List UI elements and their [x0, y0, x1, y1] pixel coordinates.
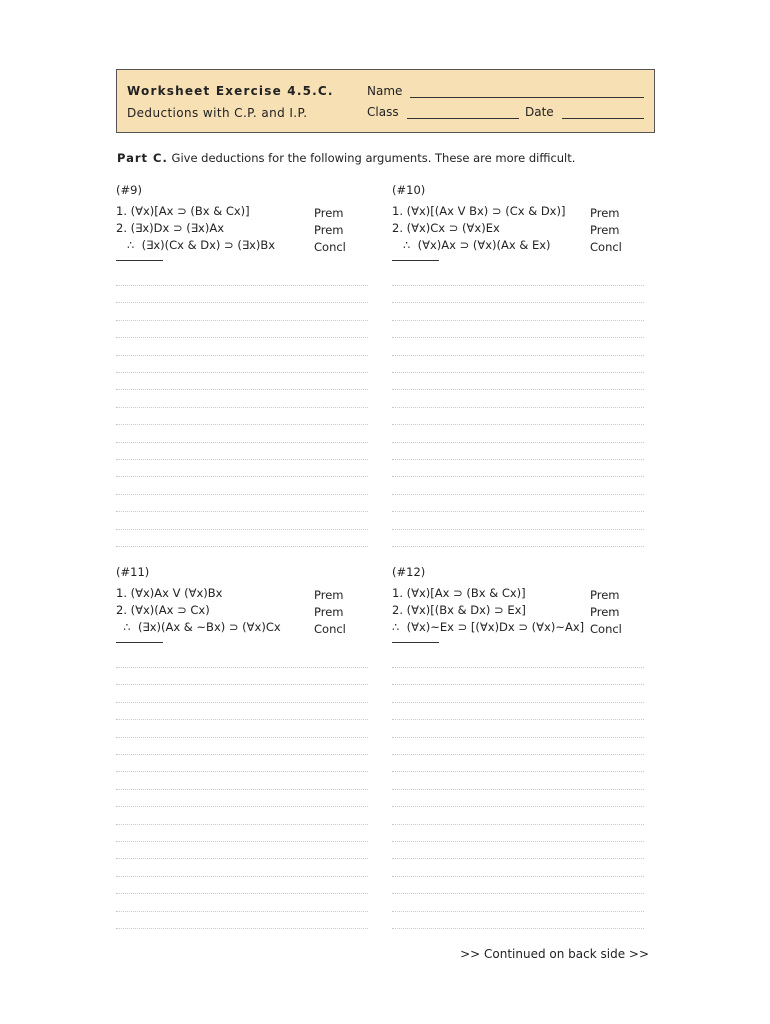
answer-line[interactable] [116, 389, 368, 390]
answer-line[interactable] [392, 789, 644, 790]
answer-line[interactable] [392, 320, 644, 321]
answer-line[interactable] [116, 719, 368, 720]
answer-line[interactable] [116, 876, 368, 877]
answer-line[interactable] [116, 424, 368, 425]
answer-line[interactable] [392, 355, 644, 356]
class-field[interactable] [367, 105, 519, 119]
date-field[interactable] [525, 105, 644, 119]
answer-line[interactable] [116, 754, 368, 755]
answer-line[interactable] [392, 876, 644, 877]
conclusion-tag: Concl [314, 240, 346, 254]
premise-tag: Prem [314, 605, 344, 619]
conclusion-underline [116, 642, 163, 643]
answer-line[interactable] [116, 928, 368, 929]
name-blank[interactable] [410, 86, 644, 98]
answer-line[interactable] [392, 719, 644, 720]
class-label: Class [367, 105, 399, 119]
answer-line[interactable] [392, 407, 644, 408]
conclusion-underline [392, 642, 439, 643]
answer-line[interactable] [116, 737, 368, 738]
conclusion-line: ∴ (∀x)~Ex ⊃ [(∀x)Dx ⊃ (∀x)~Ax] [392, 620, 585, 634]
answer-line[interactable] [116, 667, 368, 668]
class-blank[interactable] [407, 107, 519, 119]
answer-line[interactable] [392, 511, 644, 512]
answer-line[interactable] [392, 302, 644, 303]
problem-number: (#9) [116, 183, 142, 197]
answer-line[interactable] [392, 684, 644, 685]
conclusion-line: ∴ (∀x)Ax ⊃ (∀x)(Ax & Ex) [392, 238, 551, 252]
premise-line: 1. (∀x)[Ax ⊃ (Bx & Cx)] [392, 586, 526, 600]
conclusion-line: ∴ (∃x)(Ax & ~Bx) ⊃ (∀x)Cx [116, 620, 281, 634]
answer-line[interactable] [116, 702, 368, 703]
answer-line[interactable] [392, 494, 644, 495]
answer-line[interactable] [392, 824, 644, 825]
premise-line: 2. (∀x)[(Bx & Dx) ⊃ Ex] [392, 603, 526, 617]
answer-line[interactable] [116, 911, 368, 912]
instructions-text: Give deductions for the following arguments. These are more difficult. [167, 151, 576, 165]
premise-tag: Prem [590, 223, 620, 237]
problem-number: (#10) [392, 183, 426, 197]
answer-line[interactable] [116, 320, 368, 321]
answer-line[interactable] [392, 702, 644, 703]
answer-line[interactable] [392, 928, 644, 929]
answer-line[interactable] [116, 771, 368, 772]
conclusion-underline [116, 260, 163, 261]
answer-line[interactable] [116, 893, 368, 894]
answer-line[interactable] [116, 285, 368, 286]
worksheet-subtitle: Deductions with C.P. and I.P. [127, 106, 308, 120]
answer-line[interactable] [392, 372, 644, 373]
conclusion-tag: Concl [590, 240, 622, 254]
answer-line[interactable] [392, 459, 644, 460]
answer-line[interactable] [392, 911, 644, 912]
instructions [117, 151, 575, 165]
answer-line[interactable] [392, 546, 644, 547]
answer-line[interactable] [116, 806, 368, 807]
answer-line[interactable] [116, 824, 368, 825]
answer-line[interactable] [392, 389, 644, 390]
answer-line[interactable] [392, 737, 644, 738]
answer-line[interactable] [116, 684, 368, 685]
answer-line[interactable] [392, 285, 644, 286]
premise-tag: Prem [590, 605, 620, 619]
answer-line[interactable] [392, 893, 644, 894]
answer-line[interactable] [116, 337, 368, 338]
answer-line[interactable] [392, 476, 644, 477]
answer-line[interactable] [116, 789, 368, 790]
answer-line[interactable] [116, 546, 368, 547]
answer-line[interactable] [392, 424, 644, 425]
answer-line[interactable] [116, 407, 368, 408]
name-field[interactable] [367, 84, 644, 98]
premise-line: 2. (∃x)Dx ⊃ (∃x)Ax [116, 221, 224, 235]
answer-line[interactable] [116, 494, 368, 495]
answer-line[interactable] [392, 667, 644, 668]
conclusion-underline [392, 260, 439, 261]
answer-line[interactable] [116, 841, 368, 842]
answer-line[interactable] [116, 858, 368, 859]
problem-number: (#11) [116, 565, 150, 579]
name-label: Name [367, 84, 403, 98]
answer-line[interactable] [392, 754, 644, 755]
premise-line: 1. (∀x)Ax V (∀x)Bx [116, 586, 223, 600]
answer-line[interactable] [392, 442, 644, 443]
premise-tag: Prem [314, 223, 344, 237]
answer-line[interactable] [392, 841, 644, 842]
conclusion-tag: Concl [590, 622, 622, 636]
premise-line: 2. (∀x)Cx ⊃ (∀x)Ex [392, 221, 500, 235]
worksheet-header [116, 69, 655, 133]
answer-line[interactable] [116, 355, 368, 356]
premise-line: 1. (∀x)[Ax ⊃ (Bx & Cx)] [116, 204, 250, 218]
premise-tag: Prem [314, 206, 344, 220]
part-label: Part C. [117, 151, 168, 165]
answer-line[interactable] [392, 337, 644, 338]
answer-line[interactable] [116, 442, 368, 443]
premise-tag: Prem [590, 206, 620, 220]
premise-tag: Prem [314, 588, 344, 602]
answer-line[interactable] [116, 476, 368, 477]
answer-line[interactable] [116, 302, 368, 303]
answer-line[interactable] [116, 459, 368, 460]
answer-line[interactable] [392, 529, 644, 530]
problem-number: (#12) [392, 565, 426, 579]
answer-line[interactable] [116, 529, 368, 530]
worksheet-title: Worksheet Exercise 4.5.C. [127, 84, 334, 98]
continued-note: >> Continued on back side >> [460, 947, 649, 961]
answer-line[interactable] [392, 806, 644, 807]
answer-line[interactable] [116, 511, 368, 512]
date-label: Date [525, 105, 554, 119]
premise-line: 1. (∀x)[(Ax V Bx) ⊃ (Cx & Dx)] [392, 204, 566, 218]
conclusion-tag: Concl [314, 622, 346, 636]
answer-line[interactable] [116, 372, 368, 373]
premise-tag: Prem [590, 588, 620, 602]
answer-line[interactable] [392, 771, 644, 772]
answer-line[interactable] [392, 858, 644, 859]
premise-line: 2. (∀x)(Ax ⊃ Cx) [116, 603, 210, 617]
date-blank[interactable] [562, 107, 644, 119]
conclusion-line: ∴ (∃x)(Cx & Dx) ⊃ (∃x)Bx [116, 238, 276, 252]
